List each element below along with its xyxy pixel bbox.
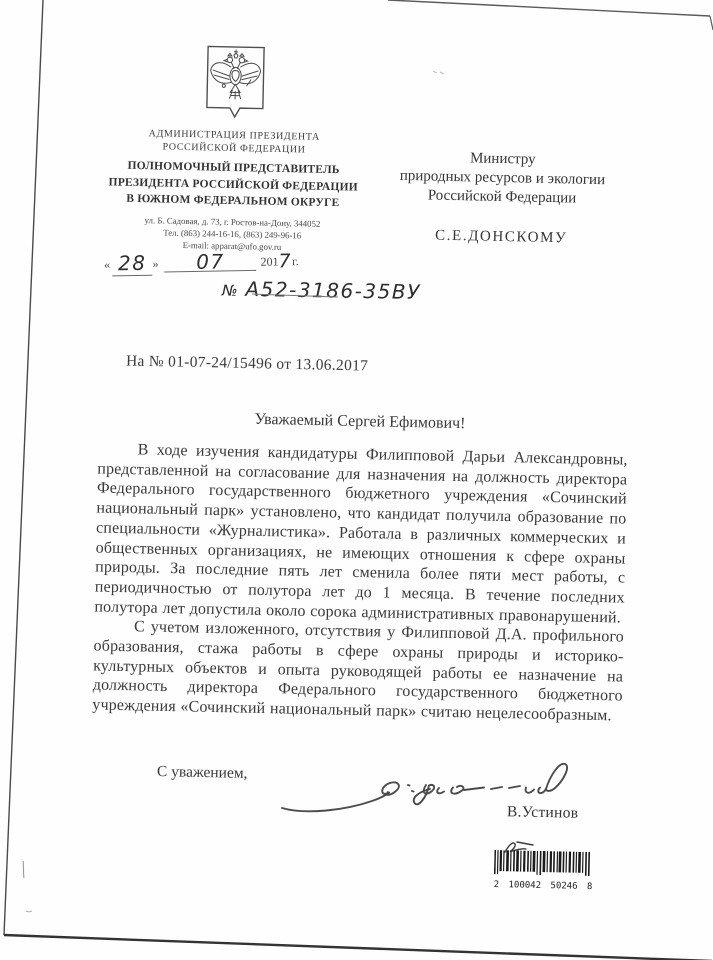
- handwritten-doc-number: А52-3186-35ВУ: [245, 276, 421, 304]
- body-paragraph-1: В ходе изучения кандидатуры Филипповой Дарьи Александровны, представленной на согласование для назначения на должность директора Федерального государственного бюджетного учреждения «Сочинский национальный парк» установлено, что кандидат получила образование по специальности «Журналистика». Работала в различных коммерческих и общественных организациях, не имеющих отношения к сфере охраны природы. За последние пять лет сменила более пяти мест работы, с периодичностью от полутора лет до 1 месяца. В течение последних полутора лет допустила около сорока административных правонарушений.: [94, 441, 628, 627]
- printed-year-prefix: 201: [260, 254, 279, 269]
- addressee-name: С.Е.ДОНСКОМУ: [434, 227, 568, 247]
- reference-line: На № 01-07-24/15496 от 13.06.2017: [125, 352, 369, 375]
- email-address: E-mail: apparat@ufo.gov.ru: [182, 239, 282, 252]
- addressee-block: [385, 148, 619, 250]
- phone-numbers: Тел. (863) 244-16-16, (863) 249-96-16: [163, 227, 302, 240]
- stray-mark: [23, 861, 24, 878]
- date-row: [103, 243, 394, 276]
- handwritten-month: 07: [196, 249, 225, 274]
- barcode-icon: [494, 850, 590, 876]
- year-suffix: г.: [291, 254, 299, 269]
- body-paragraph-2: С учетом изложенного, отсутствия у Филипповой Д.А. профильного образования, стажа работы в сфере охраны природы и историко-культурных объектов и опыта руководящей работы ее назначение на должность директора Федерального государственного бюджетного учреждения «Сочинский национальный парк» считаю нецелесообразным.: [92, 618, 625, 725]
- number-sign: №: [221, 281, 238, 300]
- office-name-line3: В ЮЖНОМ ФЕДЕРАЛЬНОМ ОКРУГЕ: [126, 192, 340, 210]
- addressee-line1: Министру: [469, 150, 536, 168]
- handwritten-year-digit: 7: [278, 250, 293, 273]
- letter-body: [92, 439, 628, 726]
- letterhead: [96, 43, 372, 254]
- addressee-line3: Российской Федерации: [427, 187, 577, 207]
- barcode-block: [494, 850, 591, 892]
- stray-mark: [433, 71, 444, 74]
- outgoing-number-row: [221, 276, 421, 304]
- coat-of-arms-icon: [206, 45, 266, 122]
- closing-phrase: С уважением,: [156, 763, 248, 782]
- org-name-line1: АДМИНИСТРАЦИЯ ПРЕЗИДЕНТА: [148, 128, 320, 143]
- close-quote: »: [152, 256, 159, 271]
- addressee-line2: природных ресурсов и экологии: [399, 167, 606, 189]
- office-name-line1: ПОЛНОМОЧНЫЙ ПРЕДСТАВИТЕЛЬ: [127, 159, 340, 177]
- handwritten-day: 28: [112, 251, 153, 277]
- signer-name: В.Устинов: [506, 803, 579, 822]
- postal-address: ул. Б. Садовая, д. 73, г. Ростов-на-Дону, 344052: [144, 214, 321, 229]
- date-and-number-block: [103, 246, 421, 304]
- month-blank-line: [164, 246, 256, 273]
- barcode-digits: 2 100042 50246 8: [493, 879, 593, 893]
- open-quote: «: [103, 257, 111, 272]
- salutation: Уважаемый Сергей Ефимович!: [254, 410, 466, 433]
- org-name-line2: РОССИЙСКОЙ ФЕДЕРАЦИИ: [162, 141, 306, 156]
- stray-mark: [26, 911, 32, 912]
- office-name-line2: ПРЕЗИДЕНТА РОССИЙСКОЙ ФЕДЕРАЦИИ: [108, 175, 358, 194]
